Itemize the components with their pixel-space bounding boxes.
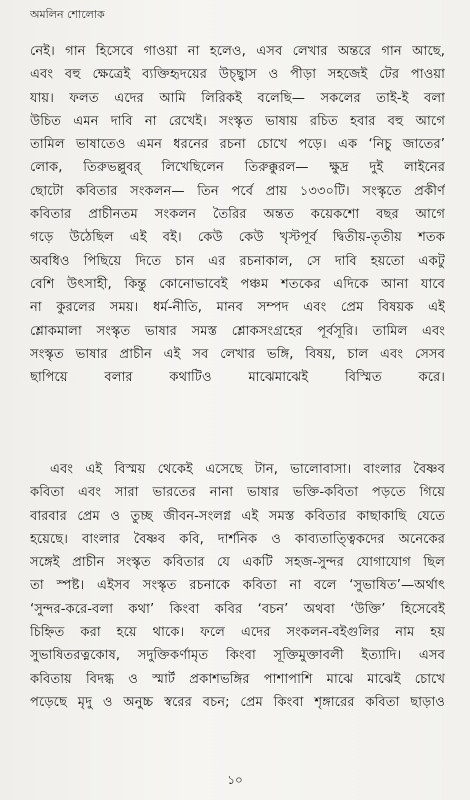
text-line: বারবার প্রেম ও তুচ্ছ জীবন-সংলগ্ন এই সমস্ত কবিতার কাছাকাছি যেতে [30,508,445,524]
text-line: তামিল ভাষাতেও এমন ধরনের রচনা চোখে পড়ে। এক ‘নিচু জাতের’ [30,137,445,153]
text-line: এবং বহু ক্ষেত্রেই ব্যক্তিহৃদয়ের উচ্ছ্বাস ও পীড়া সহজেই টের পাওয়া [30,67,445,83]
text-line: নেই। গান হিসেবে গাওয়া না হলেও, এসব লেখার অন্তরে গান আছে, [30,44,445,59]
running-head: অমলিন শোলোক [30,8,105,21]
text-line: হয়েছে। বাংলার বৈষ্ণব কবি, দার্শনিক ও কাব্যতাত্ত্বিকদের অনেকের [30,531,445,547]
text-line: যায়। ফলত এদের আমি লিরিকই বলেছি— সকলের তাই-ই বলা [30,90,445,106]
text-line: গড়ে উঠেছিল এই বই। কেউ কেউ খৃস্টপূর্ব দ্বিতীয়-তৃতীয় শতক [30,230,445,246]
text-line: না কুরলের সময়। ধর্ম-নীতি, মানব সম্পদ এবং প্রেম বিষয়ক এই [30,300,445,316]
text-line: পড়েছে মৃদু ও অনুচ্চ স্বরের বচন; প্রেম কিংবা শৃঙ্গারের কবিতা ছাড়াও [30,694,445,710]
paragraph-2 [30,458,445,714]
text-line: চিহ্নিত করা হয়ে থাকে। ফলে এদের সংকলন-বইগুলির নাম হয় [30,625,445,641]
text-line: শ্লোকমালা সংস্কৃত ভাষার সমস্ত শ্লোকসংগ্রহের পূর্বসূরি। তামিল এবং [30,323,445,339]
text-line: তা স্পষ্ট। এইসব সংস্কৃত রচনাকে কবিতা না বলে ‘সুভাষিত’—অর্থাৎ [30,578,445,594]
text-line: অবধিও পিছিয়ে দিতে চান এর রচনাকাল, সে দাবি হয়তো একটু [30,253,445,269]
text-line: উচিত এমন দাবি না রেখেই। সংস্কৃত ভাষায় রচিত হবার বহু আগে [30,113,445,129]
text-line: লোক, তিরুভল্লুবর্‌ লিখেছিলেন তিরুক্কুরল— ক্ষুদ্র দুই লাইনের [30,160,445,176]
text-line: ‘সুন্দর-করে-বলা কথা’ কিংবা কবির ‘বচন’ অথবা ‘উক্তি’ হিসেবেই [30,601,445,617]
text-line: ছাপিয়ে বলার কথাটিও মাঝেমাঝেই বিস্মিত করে। [30,370,445,386]
text-line: কবিতা এবং সারা ভারতের নানা ভাষার ভক্তি-কবিতা পড়তে গিয়ে [30,485,445,501]
text-line: কবিতায় বিদগ্ধ ও স্মার্ট প্রকাশভঙ্গির পাশাপাশি মাঝে মাঝেই চোখে [30,671,445,687]
paragraph-1 [30,40,445,389]
text-line: এবং এই বিস্ময় থেকেই এসেছে টান, ভালোবাসা। বাংলার বৈষ্ণব [50,462,445,477]
text-line: বেশি উৎসাহী, কিন্তু কোনোভাবেই পঞ্চম শতকের এদিকে আনা যাবে [30,276,445,292]
text-line: সঙ্গেই প্রাচীন সংস্কৃত কবিতার যে একটি সহজ-সুন্দর যোগাযোগ ছিল [30,555,445,571]
text-line: ছোটো কবিতার সংকলন— তিন পর্বে প্রায় ১৩৩০টি। সংস্কৃতে প্রকীর্ণ [30,183,445,199]
text-line: সুভাষিতরত্নকোষ, সদুক্তিকর্ণামৃত কিংবা সূক্তিমুক্তাবলী ইত্যাদি। এসব [30,648,445,664]
text-line: সংস্কৃত ভাষার প্রাচীন এই সব লেখার ভঙ্গি, বিষয়, চাল এবং সেসব [30,346,445,362]
text-line: কবিতার প্রাচীনতম সংকলন তৈরির অন্তত কয়েকশো বছর আগে [30,207,445,223]
page-number: ১০ [227,773,243,787]
